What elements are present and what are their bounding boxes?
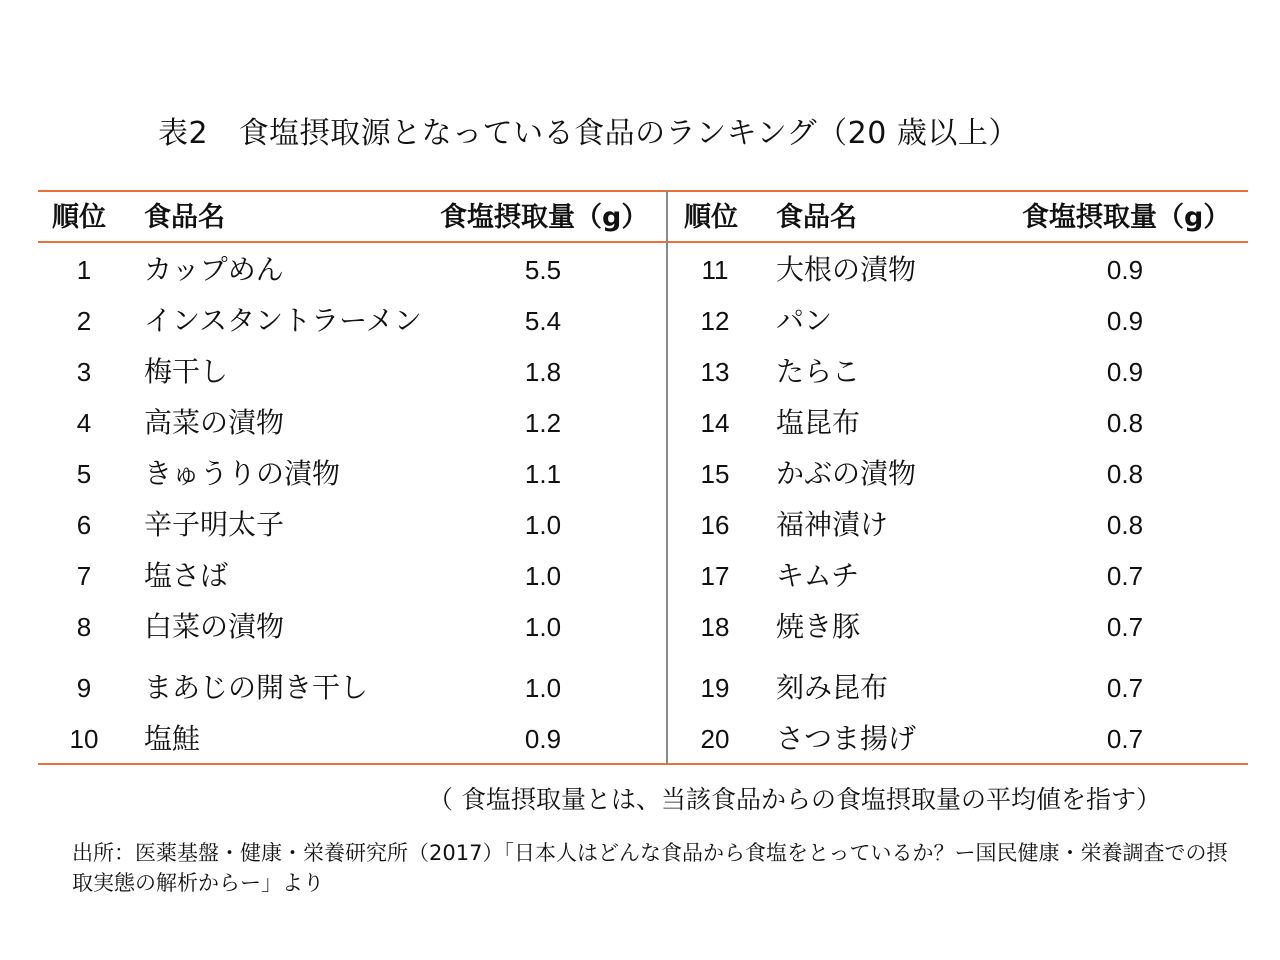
- food-name-cell: 高菜の漬物: [144, 406, 285, 439]
- table-bottom-rule: [38, 763, 1248, 765]
- rank-cell: 18: [700, 612, 730, 642]
- source-citation: 出所：医薬基盤・健康・栄養研究所（2017）「日本人はどんな食品から食塩をとっているか？ー国民健康・栄養調査での摂取実態の解析からー」より: [72, 841, 1228, 895]
- salt-amount-cell: 5.5: [524, 255, 562, 285]
- salt-amount-cell: 0.7: [1106, 612, 1144, 642]
- salt-amount-cell: 0.7: [1106, 673, 1144, 703]
- rank-cell: 17: [700, 561, 730, 591]
- salt-amount-cell: 0.9: [524, 724, 562, 754]
- header-rank-right: 順位: [684, 202, 738, 233]
- header-food-right: 食品名: [776, 202, 857, 233]
- food-name-cell: インスタントラーメン: [144, 304, 422, 337]
- table-note: （ 食塩摂取量とは、当該食品からの食塩摂取量の平均値を指す）: [428, 785, 1161, 814]
- food-name-cell: パン: [776, 304, 833, 337]
- rank-cell: 4: [76, 408, 92, 438]
- header-food-left: 食品名: [144, 202, 225, 233]
- header-amount-right: 食塩摂取量（g）: [1022, 202, 1231, 233]
- salt-amount-cell: 0.9: [1106, 255, 1144, 285]
- food-name-cell: さつま揚げ: [776, 722, 917, 755]
- salt-amount-cell: 0.8: [1106, 459, 1144, 489]
- food-name-cell: 辛子明太子: [144, 508, 285, 541]
- food-name-cell: 刻み昆布: [776, 671, 889, 704]
- food-name-cell: まあじの開き干し: [144, 671, 369, 704]
- food-name-cell: きゅうりの漬物: [144, 457, 341, 490]
- rank-cell: 9: [76, 673, 92, 703]
- salt-amount-cell: 0.8: [1106, 510, 1144, 540]
- food-name-cell: たらこ: [776, 355, 861, 388]
- rank-cell: 2: [76, 306, 92, 336]
- food-name-cell: かぶの漬物: [776, 457, 917, 490]
- food-name-cell: 塩さば: [144, 559, 229, 592]
- rank-cell: 13: [700, 357, 730, 387]
- table-top-rule: [38, 190, 1248, 192]
- salt-amount-cell: 1.2: [524, 408, 562, 438]
- rank-cell: 5: [76, 459, 92, 489]
- rank-cell: 7: [76, 561, 92, 591]
- salt-amount-cell: 5.4: [524, 306, 562, 336]
- salt-amount-cell: 1.0: [524, 673, 562, 703]
- rank-cell: 16: [700, 510, 730, 540]
- food-name-cell: キムチ: [776, 559, 860, 592]
- food-name-cell: カップめん: [144, 253, 284, 286]
- food-name-cell: 塩鮭: [144, 722, 201, 755]
- food-name-cell: 焼き豚: [776, 610, 861, 643]
- salt-amount-cell: 1.0: [524, 612, 562, 642]
- rank-cell: 11: [701, 255, 729, 285]
- rank-cell: 8: [76, 612, 92, 642]
- food-name-cell: 塩昆布: [776, 406, 861, 439]
- salt-amount-cell: 0.7: [1106, 561, 1144, 591]
- food-name-cell: 白菜の漬物: [144, 610, 285, 643]
- rank-cell: 19: [700, 673, 730, 703]
- rank-cell: 15: [700, 459, 730, 489]
- salt-amount-cell: 0.8: [1106, 408, 1144, 438]
- rank-cell: 12: [700, 306, 730, 336]
- rank-cell: 6: [76, 510, 92, 540]
- rank-cell: 14: [700, 408, 730, 438]
- rank-cell: 20: [700, 724, 730, 754]
- salt-amount-cell: 1.0: [524, 510, 562, 540]
- salt-amount-cell: 1.8: [524, 357, 562, 387]
- header-rank-left: 順位: [52, 202, 106, 233]
- salt-amount-cell: 0.9: [1106, 357, 1144, 387]
- salt-amount-cell: 1.1: [524, 459, 562, 489]
- rank-cell: 3: [76, 357, 92, 387]
- table-header-rule: [38, 241, 1248, 243]
- table-column-divider: [666, 190, 668, 764]
- food-name-cell: 梅干し: [144, 355, 229, 388]
- header-amount-left: 食塩摂取量（g）: [440, 202, 649, 233]
- rank-cell: 10: [69, 724, 99, 754]
- table-title: 表2 食塩摂取源となっている食品のランキング（20 歳以上）: [158, 116, 1019, 151]
- salt-amount-cell: 0.9: [1106, 306, 1144, 336]
- rank-cell: 1: [76, 255, 92, 285]
- salt-amount-cell: 1.0: [524, 561, 562, 591]
- food-name-cell: 大根の漬物: [776, 253, 917, 286]
- salt-amount-cell: 0.7: [1106, 724, 1144, 754]
- food-name-cell: 福神漬け: [776, 508, 889, 541]
